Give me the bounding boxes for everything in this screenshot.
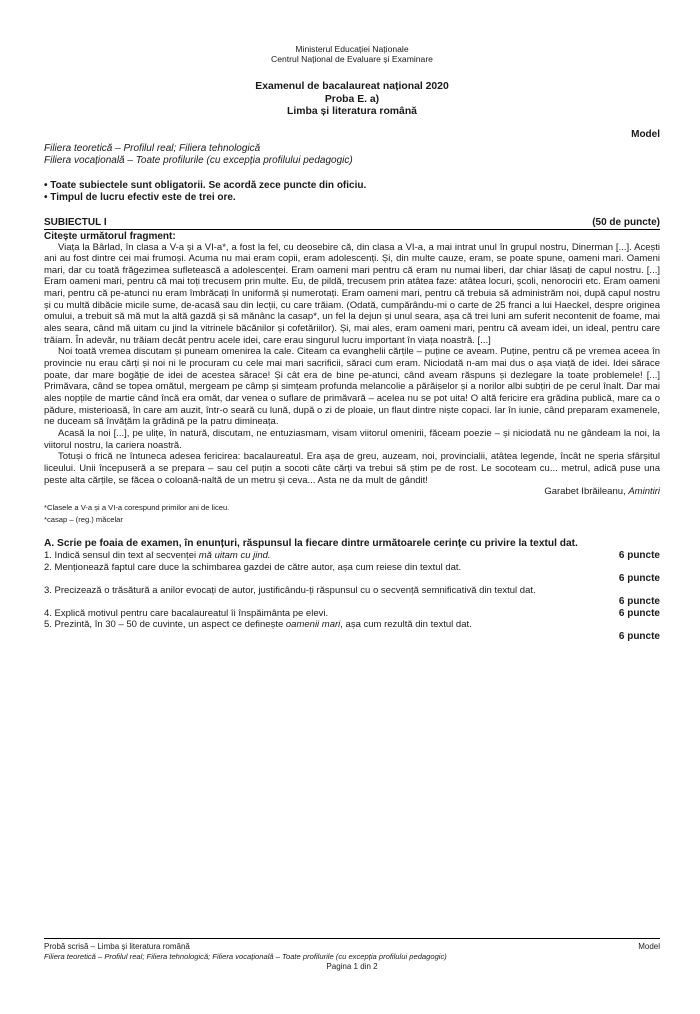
section-a-instruction: A. Scrie pe foaia de examen, în enunțuri, răspunsul la fiecare dintre următoarele cerințe cu privire la textul dat. — [44, 538, 578, 550]
question-4-text: 4. Explică motivul pentru care bacalaureatul îi înspăimânta pe elevi. — [44, 607, 329, 619]
read-instruction: Citește următorul fragment: — [44, 230, 176, 242]
subject-title: Limba și literatura română — [287, 106, 417, 117]
question-1-quote: mă uitam cu jind. — [198, 550, 271, 562]
question-5-text — [44, 619, 660, 631]
question-5-quote: oamenii mari — [285, 619, 341, 631]
exam-titles — [44, 81, 660, 119]
rule-2: • Timpul de lucru efectiv este de trei ore. — [44, 192, 236, 203]
question-3-text: 3. Precizează o trăsătură a anilor evocați de autor, justificându-ți răspunsul cu o secvență semnificativă din textul dat. — [44, 584, 536, 596]
subject-points: (50 de puncte) — [592, 216, 660, 228]
fragment-source — [44, 486, 660, 498]
footnote-2: *casap – (reg.) măcelar — [44, 515, 123, 525]
question-5-prefix: 5. Prezintă, în 30 – 50 de cuvinte, un aspect ce definește — [44, 619, 286, 631]
ministry-name: Ministerul Educației Naționale — [295, 44, 409, 54]
work-title: Amintiri — [628, 486, 660, 498]
footnotes — [44, 502, 660, 526]
fragment-paragraph-1: Viața la Bârlad, în clasa a V-a și a VI-a*, a fost la fel, cu deosebire că, din clasa a VI-a, a mai intrat unul în grupul nostru, Dinerman [...]. Acești ani au fost dintre cei mai frumoși. Acuma nu mai eram copii, eram adolescenți. Și, din multe cauze, eram, se poate spune, oameni mari. Oameni mari, dar cu toată frăgezimea sufletească a adolescenței. Eram oameni mari pentru că eram nu numai liberi, dar chiar lăsați de capul nostru. [...] Eram oameni mari, pentru că mai toți trecusem prin multe. Eu, de pildă, trecusem prin atâtea faze: atâtea locuri, școli, nenorociri etc. Eram oameni mari, pentru că pe-atunci nu eram îmbrăcați în uniformă și numerotați. Eram oameni mari, pentru că trebuia să administrăm noi, după capul nostru și cu multă dibăcie micile sume, de-acasă sau din lecții, cu care trăiam. (Odată, cumpărându-mi o carte de 25 franci a lui Haeckel, despre originea omului, a trebuit să mă mut la altă gazdă și să mănânc la casap*, un fel la dejun și unul seara, așa că trei luni am suferit necontenit de foame, mai ales seara, când mă uitam cu jind la vitrinele băcănilor și cofetăriilor). Și, mai ales, eram oameni mari, pentru că aveam idei, un ideal, pentru care trăiam. În adevăr, nu trăiam decât pentru acele idei, care erau singurul lucru important în viața noastră. [...] — [44, 241, 660, 346]
footer-filiera: Filiera teoretică – Profilul real; Filiera tehnologică; Filiera vocațională – Toate profilurile (cu excepția profilului pedagogic) — [44, 952, 447, 961]
question-4 — [44, 608, 660, 620]
filiera-line-1: Filiera teoretică – Profilul real; Filiera tehnologică — [44, 142, 261, 154]
center-name: Centrul Național de Evaluare și Examinare — [271, 54, 433, 64]
question-1-points: 6 puncte — [618, 550, 660, 562]
page-footer — [44, 938, 660, 972]
question-1-text: 1. Indică sensul din text al secvenței — [44, 550, 199, 562]
literary-fragment — [44, 242, 660, 499]
question-4-points: 6 puncte — [618, 607, 660, 619]
exam-rules — [44, 180, 660, 205]
subject-label: SUBIECTUL I — [44, 216, 107, 228]
question-2-points: 6 puncte — [618, 573, 660, 585]
filiera-line-2: Filiera vocațională – Toate profilurile (cu excepția profilului pedagogic) — [44, 154, 353, 166]
footnote-1: *Clasele a V-a și a VI-a corespund primilor ani de liceu. — [44, 503, 230, 513]
document-header — [44, 44, 660, 64]
author-name: Garabet Ibrăileanu, — [544, 486, 629, 498]
page-number: Pagina 1 din 2 — [326, 962, 378, 971]
question-5-suffix: , așa cum rezultă din textul dat. — [340, 619, 472, 631]
exam-page — [44, 44, 660, 642]
rule-1: • Toate subiectele sunt obligatorii. Se acordă zece puncte din oficiu. — [44, 179, 367, 191]
proba-title: Proba E. a) — [324, 93, 380, 105]
footer-right: Model — [638, 942, 660, 951]
question-5-points: 6 puncte — [618, 630, 660, 642]
question-1 — [44, 550, 660, 562]
model-tag: Model — [631, 128, 660, 140]
fragment-paragraph-2: Noi toată vremea discutam și puneam omenirea la cale. Citeam ca evanghelii cărțile – puține ce aveam. Puține, pentru că pe vremea aceea în provincie nu erau cărți și noi ni le procuram cu cele mai mari sacrificii, săraci cum eram. Niciodată n-am mai dus o așa viață de idei. Idei sărace poate, dar mare bogăție de idei de acestea sărace! Și cât era de bine pe-atunci, când aveam răspuns și dezlegare la toate problemele! [...] Primăvara, când se topea omătul, mergeam pe câmp și simțeam profunda melancolie a părăișelor și a norilor albi subțiri de pe cerul înalt. Dar mai ales nopțile de martie când încă era omăt, dar venea o suflare de primăvară – acelea nu se pot uita! O altă fericire era grădina publică, mare ca o pădure, misterioasă, în care am auzit, într-o seară cu lună, după o zi de ploaie, un flaut dintre niște copaci. Iar în iunie, când preparam examenele, ne duceam să învățăm la grădină pe la patru dimineața. — [44, 346, 660, 428]
footer-left: Probă scrisă – Limba și literatura română — [44, 942, 190, 951]
filiera-block — [44, 143, 660, 167]
question-2-text: 2. Menționează faptul care duce la schimbarea gazdei de către autor, așa cum reiese din textul dat. — [44, 561, 462, 573]
exam-title: Examenul de bacalaureat național 2020 — [255, 81, 449, 92]
fragment-paragraph-3: Acasă la noi [...], pe ulițe, în natură, discutam, ne entuziasmam, visam viitorul omenirii, făceam poezie – și niciodată nu ne gândeam la noi, la viitorul nostru, la cariera noastră. — [44, 428, 660, 451]
subject-heading — [44, 217, 660, 230]
questions-list — [44, 550, 660, 642]
fragment-paragraph-4: Totuși o frică ne întuneca adesea fericirea: bacalaureatul. Era așa de greu, auzeam, noi, provincialii, atâtea legende, încât ne speria sfârșitul liceului. Unii începuseră a se prepara – sau cel puțin a socoti câte cărți va trebui să știm pe de rost. Le socoteam cu... metrul, adică puse una peste alta cărțile, se făcea o coloană-naltă de un metru și ceva... Asta ne da mult de gândit! — [44, 451, 660, 486]
question-3-points: 6 puncte — [618, 596, 660, 608]
